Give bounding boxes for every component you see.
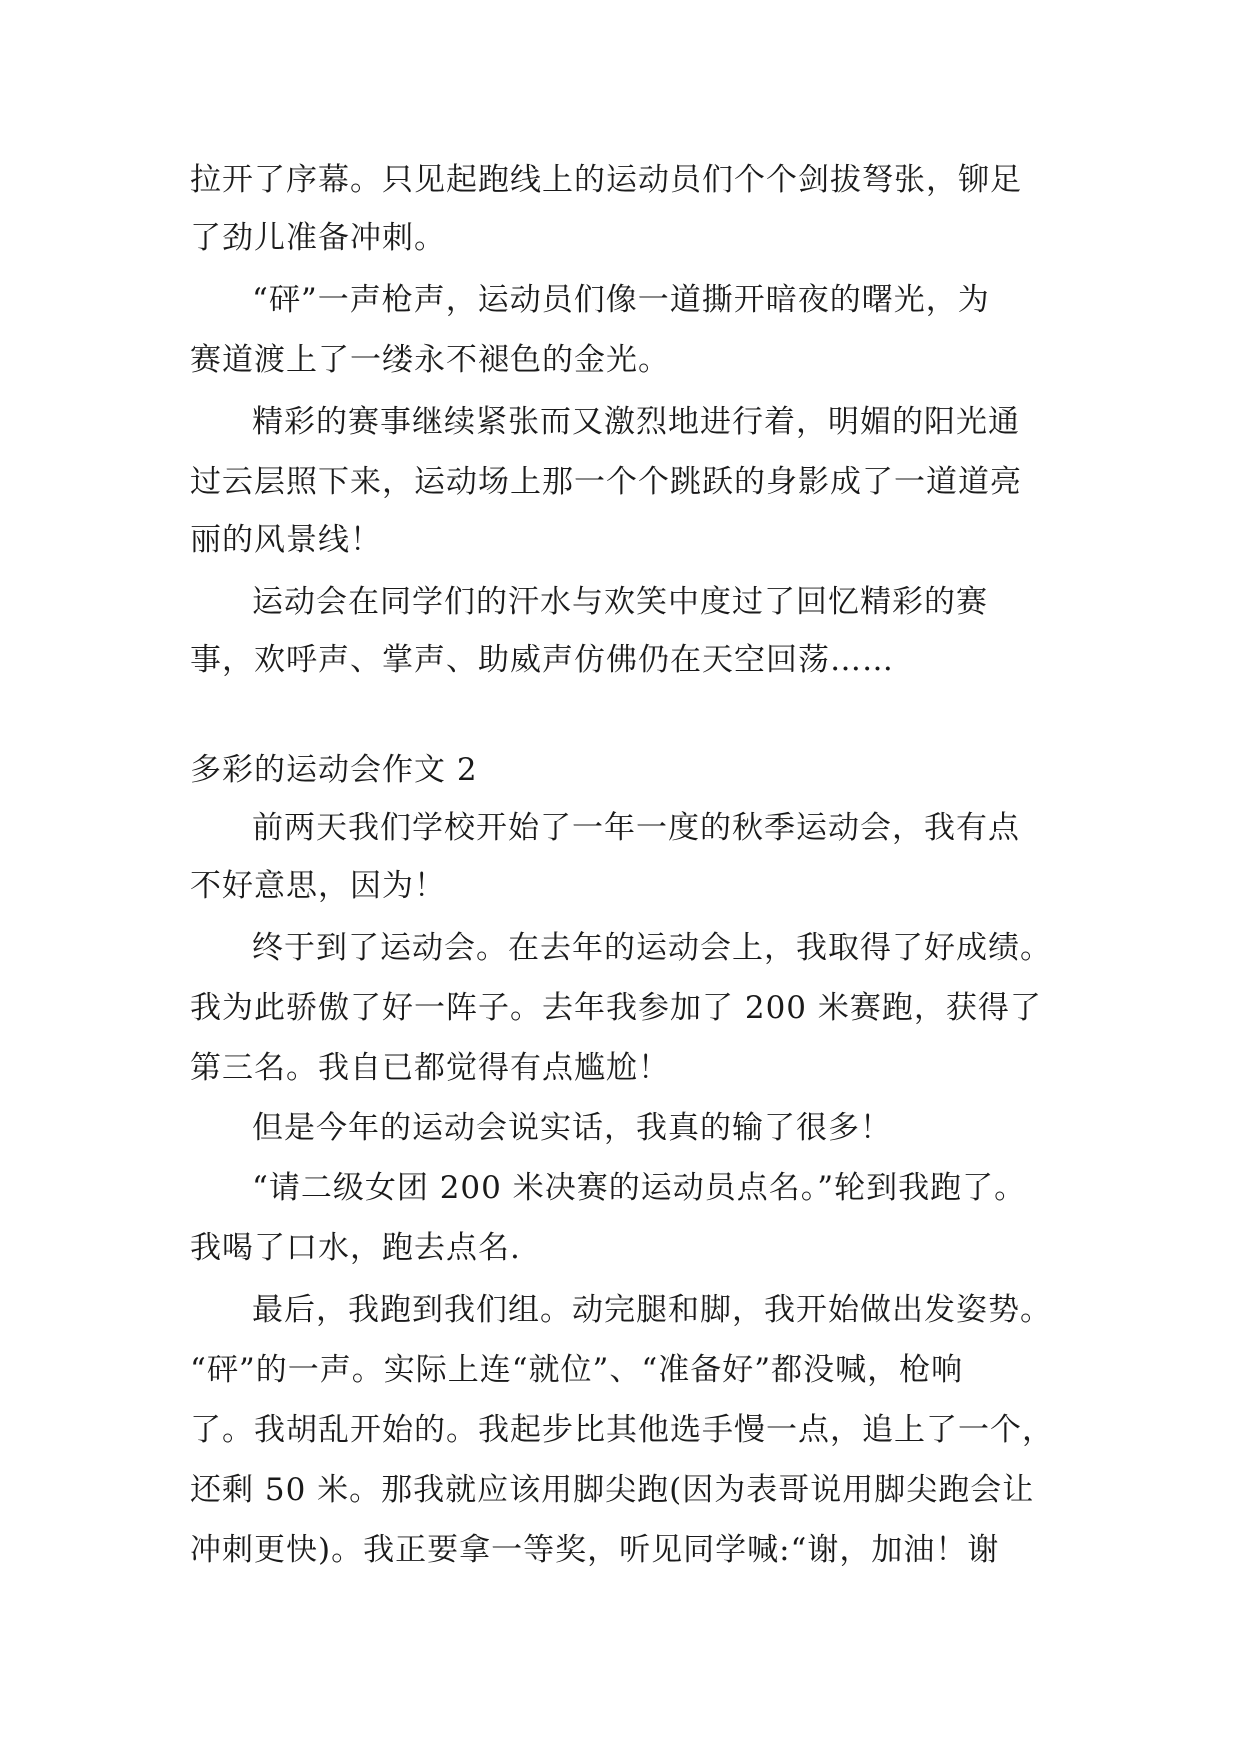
paragraph-line: 还剩 50 米。那我就应该用脚尖跑(因为表哥说用脚尖跑会让: [190, 1472, 1035, 1508]
paragraph-line: “砰”一声枪声，运动员们像一道撕开暗夜的曙光，为: [252, 282, 990, 318]
paragraph-line: 冲刺更快)。我正要拿一等奖，听见同学喊:“谢，加油！谢: [190, 1532, 1000, 1568]
paragraph-line: “砰”的一声。实际上连“就位”、“准备好”都没喊，枪响: [190, 1352, 964, 1388]
paragraph-line: 但是今年的运动会说实话，我真的输了很多！: [252, 1110, 892, 1146]
paragraph-line: 了。我胡乱开始的。我起步比其他选手慢一点，追上了一个，: [190, 1412, 1054, 1448]
paragraph-line: 丽的风景线！: [190, 522, 382, 558]
paragraph-line: 我喝了口水，跑去点名.: [190, 1230, 521, 1266]
paragraph-line: 前两天我们学校开始了一年一度的秋季运动会，我有点: [252, 810, 1020, 846]
paragraph-line: 精彩的赛事继续紧张而又激烈地进行着，明媚的阳光通: [252, 404, 1020, 440]
paragraph-line: 事，欢呼声、掌声、助威声仿佛仍在天空回荡……: [190, 642, 894, 678]
paragraph-line: 运动会在同学们的汗水与欢笑中度过了回忆精彩的赛: [252, 584, 988, 620]
paragraph-line: 第三名。我自已都觉得有点尴尬！: [190, 1050, 670, 1086]
section-title: 多彩的运动会作文 2: [190, 752, 478, 788]
paragraph-line: 我为此骄傲了好一阵子。去年我参加了 200 米赛跑，获得了: [190, 990, 1042, 1026]
paragraph-line: 拉开了序幕。只见起跑线上的运动员们个个剑拔弩张，铆足: [190, 162, 1022, 198]
paragraph-line: 终于到了运动会。在去年的运动会上，我取得了好成绩。: [252, 930, 1052, 966]
paragraph-line: 过云层照下来，运动场上那一个个跳跃的身影成了一道道亮: [190, 464, 1022, 500]
paragraph-line: 不好意思，因为！: [190, 868, 446, 904]
paragraph-line: “请二级女团 200 米决赛的运动员点名。”轮到我跑了。: [252, 1170, 1027, 1206]
paragraph-line: 了劲儿准备冲刺。: [190, 220, 446, 256]
paragraph-line: 最后，我跑到我们组。动完腿和脚，我开始做出发姿势。: [252, 1292, 1052, 1328]
paragraph-line: 赛道渡上了一缕永不褪色的金光。: [190, 342, 670, 378]
